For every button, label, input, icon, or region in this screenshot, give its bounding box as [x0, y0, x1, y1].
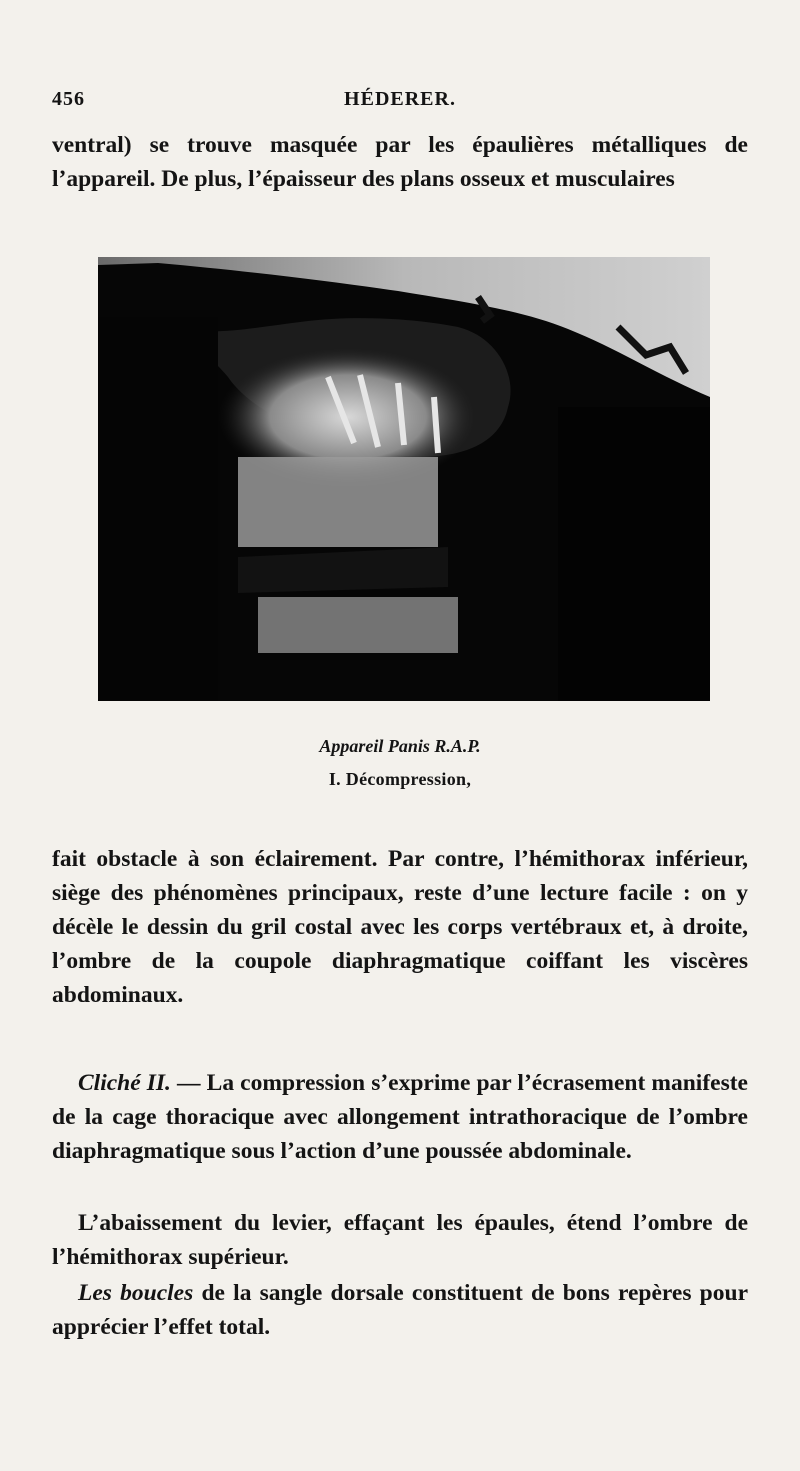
paragraph-3: [52, 1066, 748, 1168]
paragraph-5-text: de la sangle dorsale constituent de bons repères pour apprécier l’effet total.: [52, 1280, 748, 1340]
x-ray-photograph: [98, 257, 710, 701]
paragraph-5: [52, 1276, 748, 1344]
figure-caption-label: I. Décompression,: [328, 769, 472, 789]
figure-caption-apparatus: Appareil Panis R.‌A.‌P.: [319, 736, 481, 756]
running-title: HÉDERER.: [344, 88, 456, 110]
paragraph-2: fait obstacle à son éclairement. Par contre, l’hémithorax inférieur, siège des phénomènes principaux, reste d’une lecture facile : on y décèle le dessin du gril costal avec les corps vertébraux et, à droite, l’ombre de la coupole diaphragmatique coiffant les viscères abdominaux.: [52, 846, 748, 1008]
paragraph-1: ventral) se trouve masquée par les épaulières métalliques de l’appareil. De plus, l’épaisseur des plans osseux et musculaires: [52, 132, 748, 192]
paragraph-4: L’abaissement du levier, effaçant les épaules, étend l’ombre de l’hémithorax supérieur.: [52, 1210, 748, 1270]
page-number: 456: [52, 88, 85, 110]
cliche-label: Cliché II.: [78, 1070, 171, 1096]
boucles-term: Les boucles: [78, 1280, 194, 1306]
paragraph-3-text: — La compression s’exprime par l’écrasement manifeste de la cage thoracique avec allongement intrathoracique de l’ombre diaphragmatique sous l’action d’une poussée abdominale.: [52, 1070, 748, 1164]
running-head: [52, 88, 748, 118]
